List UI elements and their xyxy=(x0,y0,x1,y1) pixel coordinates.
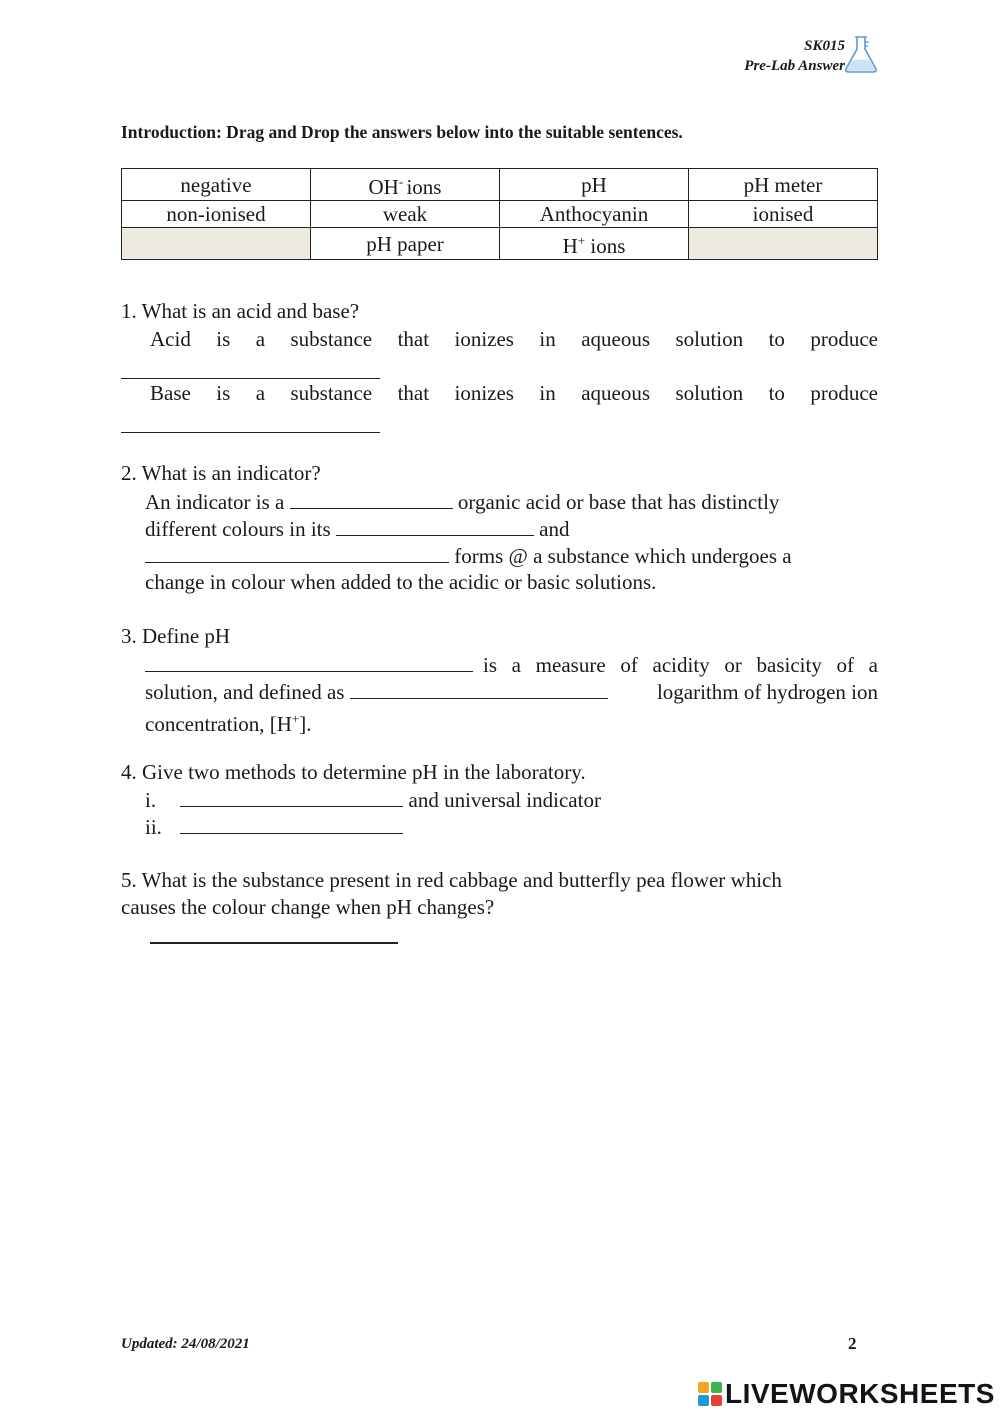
q2-text: forms @ a substance which undergoes a xyxy=(454,544,792,568)
q2-line2 xyxy=(145,515,570,543)
h-text: H xyxy=(562,234,578,258)
word-ph-meter[interactable]: pH meter xyxy=(689,169,878,201)
q4-blank-2[interactable] xyxy=(180,813,403,834)
word-weak[interactable]: weak xyxy=(311,201,500,228)
q2-line1 xyxy=(145,488,779,516)
q5-answer-blank[interactable] xyxy=(150,942,398,944)
q2-line3 xyxy=(145,542,792,570)
q3-line3 xyxy=(145,705,312,738)
q2-blank-3[interactable] xyxy=(145,542,449,563)
q3-text: ]. xyxy=(299,712,312,736)
word-bank-table xyxy=(121,168,878,260)
word-ph-paper[interactable]: pH paper xyxy=(311,228,500,260)
q4-text: and universal indicator xyxy=(408,788,601,812)
q3-blank-1[interactable] xyxy=(145,651,473,672)
h-ions-text: ions xyxy=(585,234,626,258)
q3-text: concentration, [H xyxy=(145,712,292,736)
header xyxy=(744,36,845,76)
word-bank-empty-cell xyxy=(122,228,311,260)
word-bank-row xyxy=(122,201,878,228)
q1-acid-text: Acid is a substance that ionizes in aqueous solution to produce xyxy=(150,327,878,351)
word-bank-row xyxy=(122,169,878,201)
q1-title: 1. What is an acid and base? xyxy=(121,299,360,323)
q4-blank-1[interactable] xyxy=(180,786,403,807)
q4-numeral-i: i. xyxy=(145,788,157,812)
word-oh-ions[interactable] xyxy=(311,169,500,201)
q4-item-i xyxy=(145,786,601,814)
q3-blank-2[interactable] xyxy=(350,678,608,699)
q3-text: is a measure of acidity or basicity of a xyxy=(483,653,878,677)
q2-text: An indicator is a xyxy=(145,490,285,514)
q2-text: different colours in its xyxy=(145,517,331,541)
q3-superscript: + xyxy=(291,711,300,726)
word-ionised[interactable]: ionised xyxy=(689,201,878,228)
q4-numeral-ii: ii. xyxy=(145,815,162,839)
liveworksheets-logo xyxy=(698,1380,995,1408)
q4-item-ii xyxy=(145,813,403,841)
liveworksheets-wordmark: LIVEWORKSHEETS xyxy=(725,1378,995,1409)
q2-blank-1[interactable] xyxy=(290,488,453,509)
footer-updated-date: Updated: 24/08/2021 xyxy=(121,1336,250,1352)
q2-title: 2. What is an indicator? xyxy=(121,461,321,485)
word-h-ions[interactable] xyxy=(500,228,689,260)
oh-ions-text: ions xyxy=(406,175,442,199)
q3-text: solution, and defined as xyxy=(145,680,345,704)
q2-text: and xyxy=(539,517,570,541)
flask-icon xyxy=(840,33,882,75)
course-code: SK015 xyxy=(804,38,845,54)
h-superscript: + xyxy=(577,233,586,248)
q3-text: logarithm of hydrogen ion xyxy=(656,680,878,704)
word-anthocyanin[interactable]: Anthocyanin xyxy=(500,201,689,228)
q2-line4: change in colour when added to the acidic or basic solutions. xyxy=(145,570,657,594)
q2-text: organic acid or base that has distinctly xyxy=(457,490,780,514)
q2-blank-2[interactable] xyxy=(336,515,534,536)
q5-line1: 5. What is the substance present in red cabbage and butterfly pea flower which xyxy=(121,868,782,892)
word-bank-empty-cell xyxy=(689,228,878,260)
word-ph[interactable]: pH xyxy=(500,169,689,201)
oh-text: OH xyxy=(368,175,399,199)
intro-instruction: Introduction: Drag and Drop the answers below into the suitable sentences. xyxy=(121,122,683,142)
oh-superscript: - xyxy=(398,174,407,189)
q1-base-text: Base is a substance that ionizes in aqueous solution to produce xyxy=(150,381,878,405)
word-negative[interactable]: negative xyxy=(122,169,311,201)
word-bank-row xyxy=(122,228,878,260)
q1-base-blank[interactable] xyxy=(121,408,380,440)
word-non-ionised[interactable]: non-ionised xyxy=(122,201,311,228)
page-number: 2 xyxy=(848,1334,857,1353)
q3-line1 xyxy=(145,651,878,679)
q3-title: 3. Define pH xyxy=(121,624,231,648)
q5-line2: causes the colour change when pH changes? xyxy=(121,895,495,919)
q4-title: 4. Give two methods to determine pH in the laboratory. xyxy=(121,760,586,784)
liveworksheets-icon xyxy=(698,1382,722,1406)
doc-type: Pre-Lab Answer xyxy=(744,58,845,74)
q3-line2 xyxy=(145,678,878,706)
